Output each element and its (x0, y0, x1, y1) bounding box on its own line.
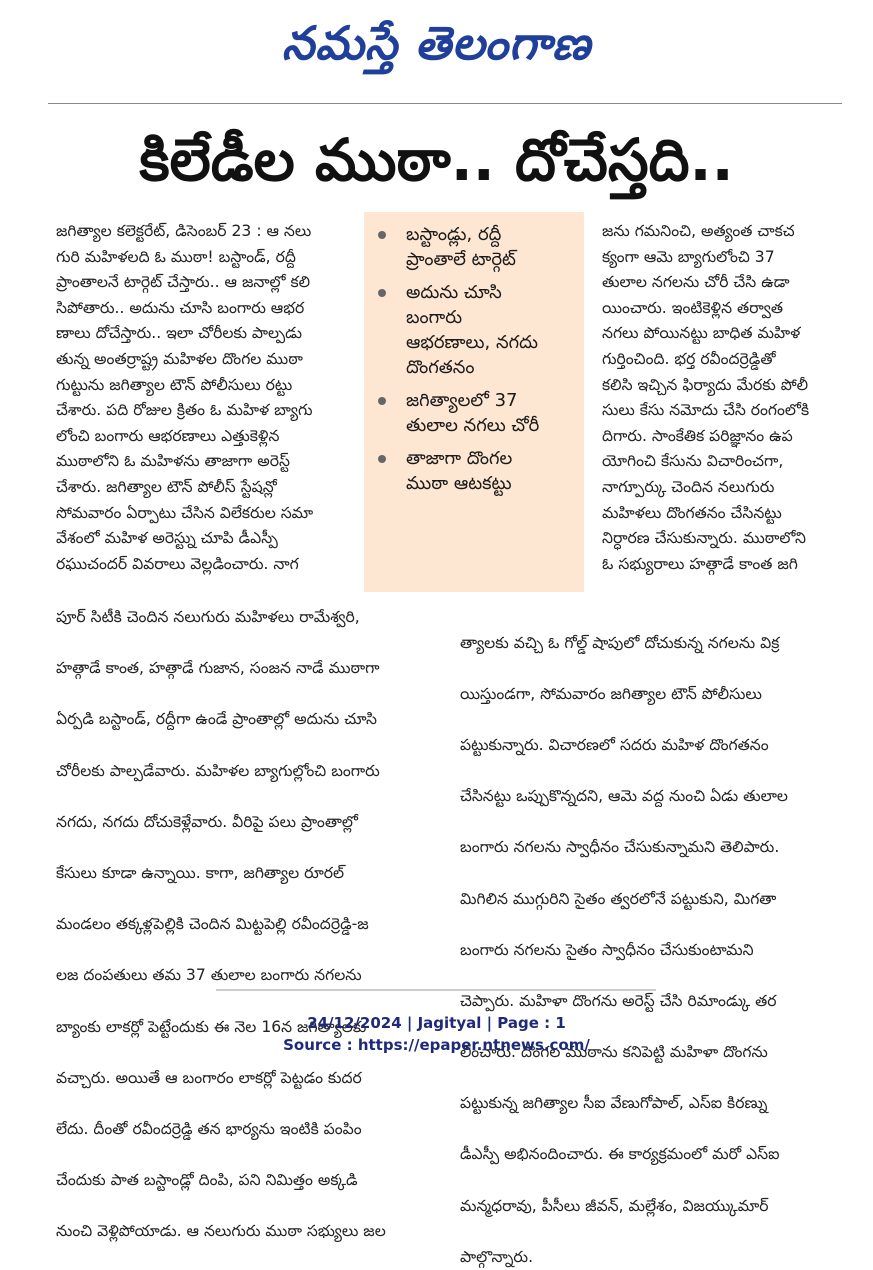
article-text-line: చేసినట్టు ఒప్పుకొన్నదని, ఆమె వద్ద నుంచి ఏడు తులాల (460, 787, 788, 806)
article-text-line: దిగారు. సాంకేతిక పరిజ్ఞానం ఉప (602, 426, 793, 445)
article-text-line: పట్టుకున్న జగిత్యాల సీఐ వేణుగోపాల్, ఎస్ఐ కిరణ్ను (460, 1094, 768, 1113)
highlight-text-line: జగిత్యాలలో 37 (406, 390, 518, 411)
highlight-text-line: ముఠా ఆటకట్టు (406, 473, 512, 494)
article-text-line: ణాలు దోచేస్తారు.. ఇలా చోరీలకు పాల్పడు (56, 324, 303, 343)
article-text-line: జను గమనించి, అత్యంత చాకచ (602, 222, 795, 240)
article-text-line: చోరీలకు పాల్పడేవారు. మహిళల బ్యాగుల్లోంచి బంగారు (56, 761, 380, 780)
article-text-line: డీఎస్పీ అభినందించారు. ఈ కార్యక్రమంలో మరో ఎస్ఐ (460, 1145, 780, 1164)
article-text-line: యోగించి కేసును విచారించగా, (602, 452, 784, 471)
highlight-text-line: బస్టాండ్లు, రద్దీ (406, 224, 502, 245)
article-text-line: నిర్ధారణ చేసుకున్నారు. ముఠాలోని (602, 529, 806, 548)
article-text-line: లించారు. దొంగల ముఠాను కనిపెట్టి మహిళా దొంగను (460, 1043, 768, 1062)
article-text-line: నగదు, నగదు దోచుకెళ్లేవారు. వీరిపై పలు ప్రాంతాల్లో (56, 812, 358, 831)
footer-date-edition: 24/12/2024 | Jagityal | Page : 1 (307, 1014, 566, 1032)
article-text-line: మన్మధరావు, పీసీలు జీవన్, మల్లేశం, విజయ్కుమార్ (460, 1196, 769, 1215)
article-text-line: వేశంలో మహిళ అరెస్ట్ను చూపి డీఎస్పీ (56, 529, 278, 548)
article-text-line: గురి మహిళలది ఓ ముఠా! బస్టాండ్, రద్దీ (56, 247, 296, 266)
article-text-line: పూర్ సిటీకి చెందిన నలుగురు మహిళలు రామేశ్వరి, (56, 608, 360, 626)
article-text-line: చేందుకు పాత బస్టాండ్లో దింపి, పని నిమిత్తం అక్కడి (56, 1171, 358, 1190)
article-text-line: యించారు. ఇంటికెళ్లిన తర్వాత (602, 298, 783, 317)
highlight-item (378, 280, 576, 380)
article-text-line: మహిళలు దొంగతనం చేసినట్టు (602, 503, 782, 522)
article-text-line: బంగారు నగలను స్వాధీనం చేసుకున్నామని తెలిపారు. (460, 838, 780, 857)
highlight-text-line: అదును చూసి (406, 282, 502, 303)
article-text-line: మిగిలిన ముగ్గురిని సైతం త్వరలోనే పట్టుకుని, మిగతా (460, 889, 777, 908)
article-text-line: మండలం తక్కళ్లపెల్లికి చెందిన మిట్టపెల్లి రవీందర్రెడ్డి-జ (56, 915, 369, 934)
article-text-line: సులు కేసు నమోదు చేసి రంగంలోకి (602, 401, 810, 420)
highlight-text-line: ఆభరణాలు, నగదు (406, 332, 539, 353)
newspaper-masthead: నమస్తే తెలంగాణ (281, 16, 592, 70)
highlight-text-line: బంగారు (406, 307, 463, 328)
article-text-line: రఘుచందర్ వివరాలు వెల్లడించారు. నాగ (56, 554, 299, 573)
bullet-icon (378, 231, 386, 239)
highlight-item (378, 388, 576, 438)
masthead-divider (48, 103, 842, 104)
highlight-item (378, 222, 576, 272)
article-text-line: బ్యాంకు లాకర్లో పెట్టేందుకు ఈ నెల 16న జగిత్యాలకు (56, 1017, 367, 1036)
article-bottom-section (56, 605, 840, 1270)
article-text-line: ఓ సభ్యురాలు హత్గాడే కాంత జగి (602, 554, 798, 573)
highlights-list (364, 212, 584, 496)
article-text-line: హత్గాడే కాంత, హత్గాడే గుజాన, సంజన నాడే ముఠాగా (56, 659, 380, 678)
article-text-line: జగిత్యాల కలెక్టరేట్, డిసెంబర్ 23 : ఆ నలు (56, 222, 312, 240)
article-text-line: లజ దంపతులు తమ 37 తులాల బంగారు నగలను (56, 966, 362, 985)
article-text-line: ఏర్పడి బస్టాండ్, రద్దీగా ఉండే ప్రాంతాల్లో అదును చూసి (56, 710, 377, 729)
highlights-box (364, 212, 584, 592)
article-text-line: నాగ్పూర్కు చెందిన నలుగురు (602, 477, 775, 496)
article-text-line: బంగారు నగలను సైతం స్వాధీనం చేసుకుంటామని (460, 940, 754, 959)
article-text-line: పాల్గొన్నారు. (460, 1247, 534, 1266)
article-headline: కిలేడీల ముఠా.. దోచేస్తది.. (139, 126, 734, 194)
highlight-text-line: ప్రాంతాలే టార్గెట్ (406, 249, 516, 270)
article-text-line: సిపోతారు.. అదును చూసి బంగారు ఆభర (56, 298, 305, 317)
article-text-line: చేశారు. పది రోజుల క్రితం ఓ మహిళ బ్యాగు (56, 401, 313, 420)
article-text-line: వచ్చారు. అయితే ఆ బంగారం లాకర్లో పెట్టడం కుదర (56, 1068, 362, 1087)
article-text-line: కలిసి ఇచ్చిన ఫిర్యాదు మేరకు పోలీ (602, 375, 809, 394)
highlight-text-line: తులాల నగలు చోరీ (406, 415, 540, 436)
article-left-column (56, 219, 362, 577)
highlight-text-line: తాజాగా దొంగల (406, 448, 513, 469)
article-text-line: నగలు పోయినట్టు బాధిత మహిళ (602, 324, 801, 343)
article-text-line: క్యంగా ఆమె బ్యాగులోంచి 37 (602, 247, 775, 266)
article-text-line: నుంచి వెళ్లిపోయాడు. ఆ నలుగురు ముఠా సభ్యులు జల (56, 1222, 386, 1241)
article-text-line: యిస్తుండగా, సోమవారం జగిత్యాల టౌన్ పోలీసులు (460, 684, 762, 703)
article-text-line: సోమవారం ఏర్పాటు చేసిన విలేకరుల సమా (56, 503, 314, 522)
highlight-item (378, 446, 576, 496)
bullet-icon (378, 455, 386, 463)
article-text-line: కేసులు కూడా ఉన్నాయి. కాగా, జగిత్యాల రూరల్ (56, 863, 345, 882)
article-text-line: తులాల నగలను చోరీ చేసి ఉడా (602, 273, 790, 292)
article-text-line: చేశారు. జగిత్యాల టౌన్ పోలీస్ స్టేషన్లో (56, 477, 277, 496)
article-text-line: త్యాలకు వచ్చి ఓ గోల్డ్ షాపులో దోచుకున్న నగలను విక్ర (460, 633, 780, 652)
article-text-line: ముఠాలోని ఓ మహిళను తాజాగా అరెస్ట్ (56, 452, 290, 471)
bullet-icon (378, 397, 386, 405)
footer-divider (216, 989, 656, 991)
bullet-icon (378, 289, 386, 297)
article-text-line: గుర్తించింది. భర్త రవీందర్రెడ్డితో (602, 349, 776, 368)
article-text-line: పట్టుకున్నారు. విచారణలో సదరు మహిళ దొంగతనం (460, 735, 769, 754)
article-text-line: లోంచి బంగారు ఆభరణాలు ఎత్తుకెళ్లిన (56, 426, 280, 445)
article-text-line: లేదు. దీంతో రవీందర్రెడ్డి తన భార్యను ఇంటికి పంపిం (56, 1119, 362, 1138)
article-text-line: గుట్టును జగిత్యాల టౌన్ పోలీసులు రట్టు (56, 375, 293, 394)
article-text-line: ప్రాంతాలనే టార్గెట్ చేస్తారు.. ఆ జనాల్లో కలి (56, 273, 311, 292)
page-footer (0, 1012, 873, 1056)
article-text-line: తున్న అంతర్రాష్ట్ర మహిళల దొంగల ముఠా (56, 349, 303, 368)
highlight-text-line: దొంగతనం (406, 357, 475, 378)
article-text-line: చెప్పారు. మహిళా దొంగను అరెస్ట్ చేసి రిమాండ్కు తర (460, 991, 777, 1010)
article-right-column (602, 219, 840, 577)
footer-source: Source : https://epaper.ntnews.com/ (283, 1036, 590, 1054)
